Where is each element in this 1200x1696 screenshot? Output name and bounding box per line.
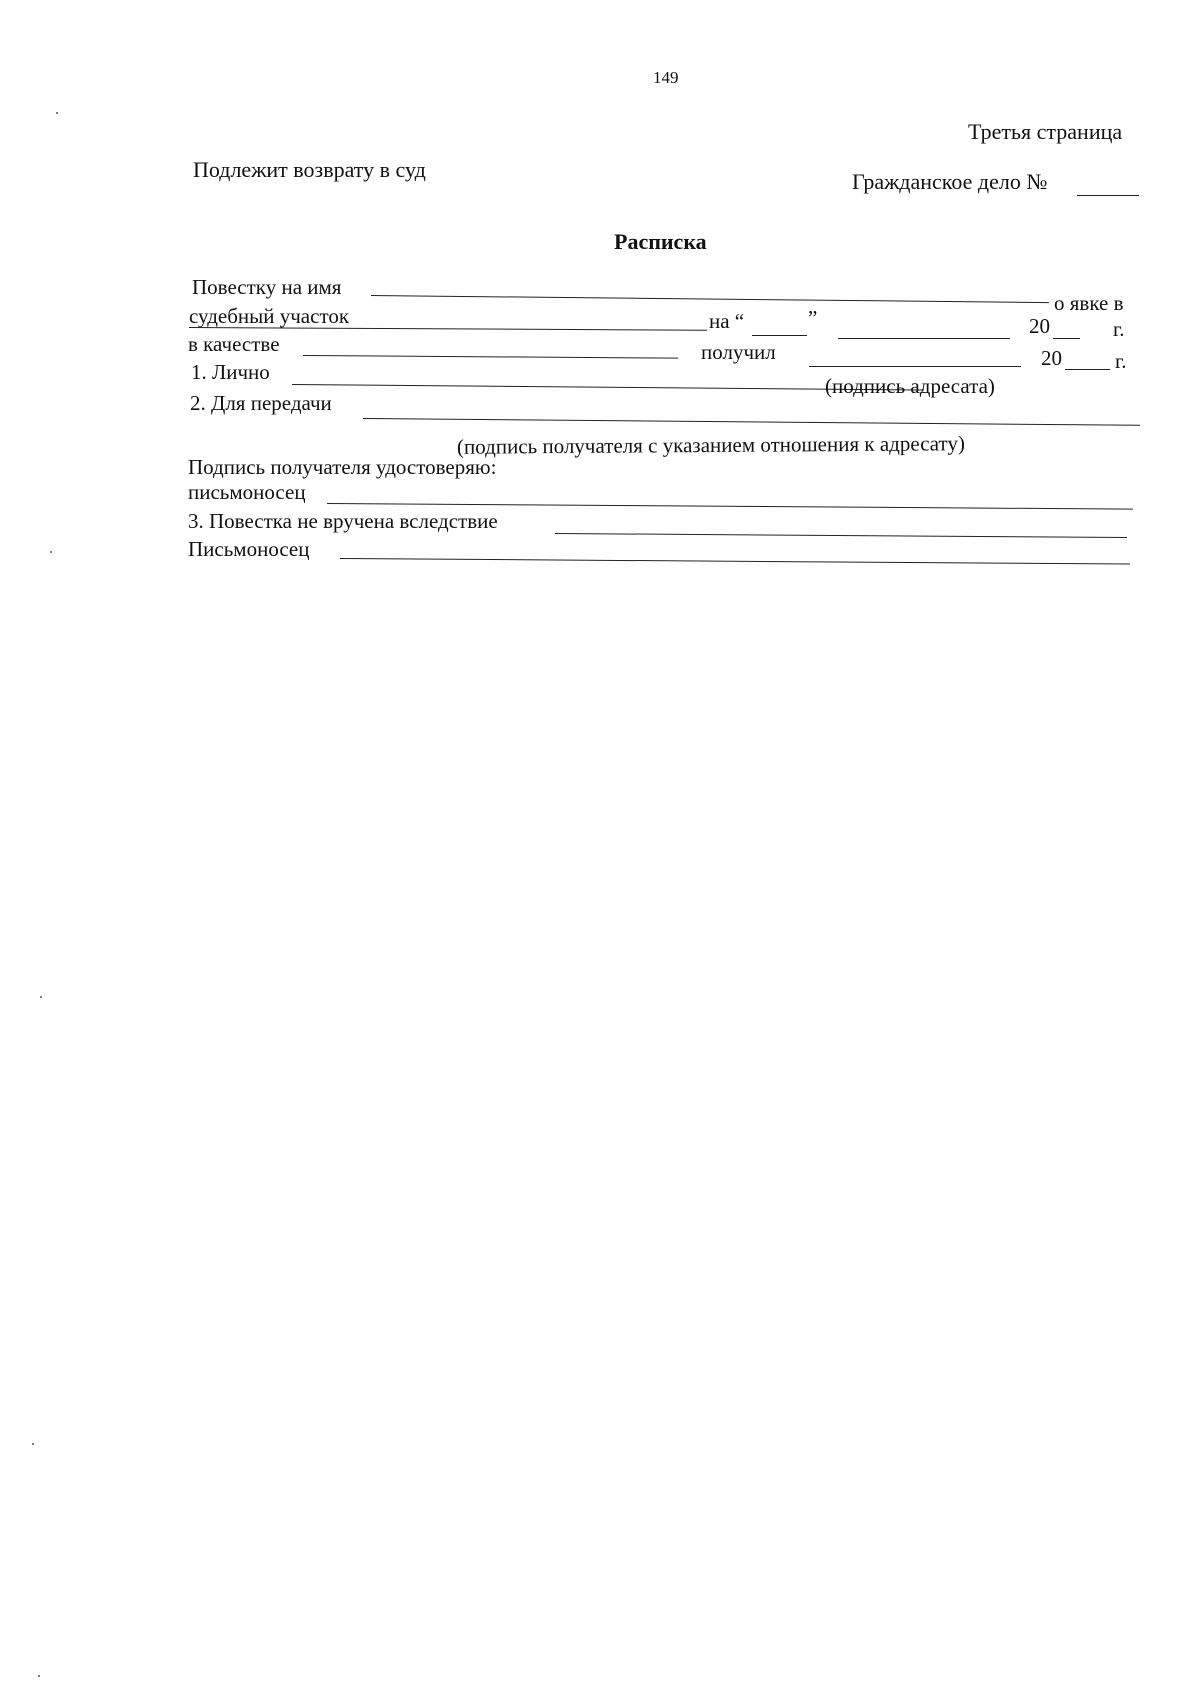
not-delivered-line — [555, 533, 1127, 538]
recipient-signature-note: (подпись получателя с указанием отношения к адресату) — [456, 431, 965, 459]
year-line-2 — [1065, 369, 1110, 370]
page-title: Расписка — [614, 229, 707, 254]
month-line — [838, 338, 1010, 339]
certify-label: Подпись получателя удостоверяю: — [188, 455, 497, 479]
scan-speck — [50, 551, 52, 553]
as-role-label: в качестве — [188, 332, 280, 356]
on-date-label: на “ — [709, 309, 745, 333]
day-line — [752, 335, 807, 336]
year-prefix-1: 20 — [1029, 314, 1050, 338]
quote-close: ” — [808, 306, 818, 330]
page-label: Третья страница — [968, 119, 1123, 144]
return-note: Подлежит возврату в суд — [193, 157, 426, 182]
postman-lower-label: письмоносец — [188, 480, 306, 504]
year-prefix-2: 20 — [1041, 346, 1062, 370]
summons-for-label: Повестку на имя — [192, 275, 342, 299]
received-line — [809, 366, 1021, 367]
personally-label: 1. Лично — [191, 360, 270, 384]
role-line — [303, 355, 678, 359]
year-suffix-2: г. — [1115, 349, 1127, 373]
court-site-label: судебный участок — [189, 304, 350, 328]
scan-speck — [56, 112, 58, 114]
scan-speck — [40, 996, 42, 998]
year-line-1 — [1053, 338, 1080, 339]
case-number-line — [1077, 195, 1139, 196]
scan-speck — [38, 1675, 40, 1677]
handover-label: 2. Для передачи — [190, 391, 332, 415]
not-delivered-label: 3. Повестка не вручена вследствие — [188, 509, 498, 533]
postman-upper-line — [340, 558, 1130, 565]
appearance-label: о явке в — [1054, 291, 1124, 315]
received-label: получил — [701, 340, 776, 364]
addressee-name-line — [371, 295, 1049, 303]
page-number: 149 — [653, 68, 679, 87]
addressee-signature-label: (подпись адресата) — [825, 374, 995, 398]
case-label: Гражданское дело № — [852, 169, 1048, 194]
scan-speck — [32, 1443, 34, 1445]
handover-signature-line — [363, 418, 1140, 426]
court-site-line — [189, 327, 707, 331]
postman-upper-label: Письмоносец — [188, 537, 310, 561]
year-suffix-1: г. — [1113, 317, 1125, 341]
